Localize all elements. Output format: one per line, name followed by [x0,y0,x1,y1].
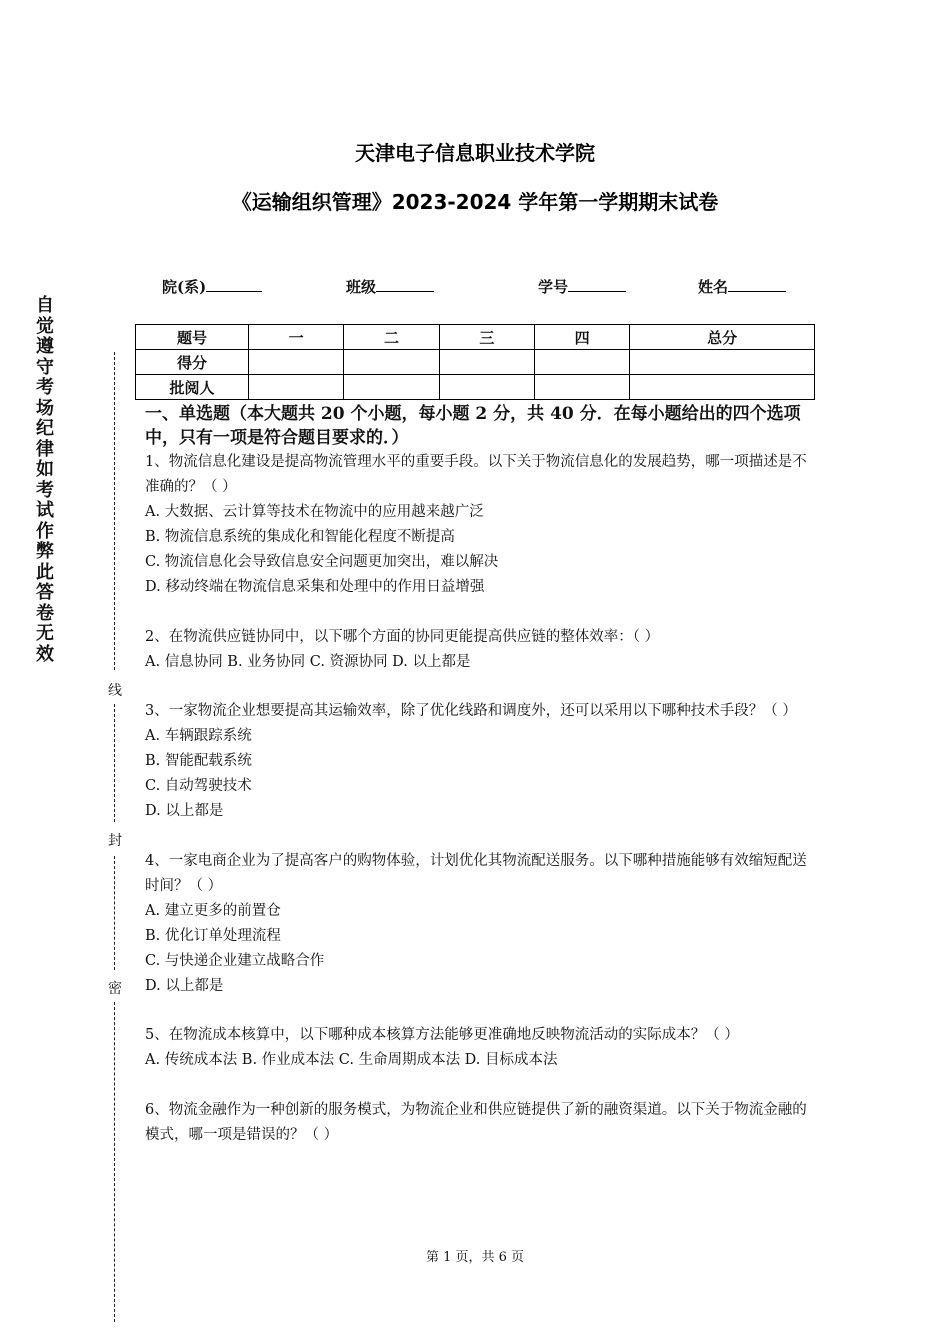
student-id-label: 学号 [538,278,569,296]
score-table-cell: 一 [249,325,344,350]
notice-char: 作 [36,520,54,542]
score-table-cell [439,375,534,400]
option: D. 以上都是 [145,803,224,819]
option: A. 建立更多的前置仓 [145,902,281,919]
notice-char: 试 [36,500,54,521]
question-5 [145,1023,813,1073]
option: C. 自动驾驶技术 [145,778,252,794]
question-6 [145,1098,813,1148]
class-field [346,276,434,297]
question-3 [145,699,813,824]
score-table-cell: 总分 [630,325,815,350]
exam-title: 《运输组织管理》2023-2024 学年第一学期期末试卷 [231,190,719,214]
question-section [145,400,813,1148]
class-blank [376,277,434,292]
school-name: 天津电子信息职业技术学院 [355,141,595,165]
department-field [162,276,262,297]
notice-char: 效 [36,643,54,665]
notice-char: 此 [36,561,54,583]
name-field [698,276,786,297]
notice-char: 弊 [36,541,54,562]
section-heading: 一、单选题（本大题共 20 个小题，每小题 2 分，共 40 分．在每小题给出的四个选项中，只有一项是符合题目要求的．） [145,404,801,448]
option: B. 优化订单处理流程 [145,927,281,944]
question-2 [145,625,813,675]
score-table-cell: 四 [534,325,629,350]
question-1 [145,450,813,600]
score-table-row [136,350,815,375]
score-table-cell [630,375,815,400]
score-table-cell: 二 [344,325,439,350]
notice-char: 遵 [36,336,54,357]
seal-line-segment [114,352,115,670]
notice-char: 自 [36,295,54,316]
option: B. 智能配载系统 [145,753,252,769]
seal-line-segment [114,704,115,822]
seal-line-segment [114,856,115,970]
department-label: 院(系) [162,278,207,296]
score-table-cell [534,375,629,400]
score-table-cell [249,375,344,400]
question-stem: 4、一家电商企业为了提高客户的购物体验，计划优化其物流配送服务。以下哪种措施能够有效缩短配送时间？（ ） [145,852,807,894]
student-id-field [538,276,626,297]
option: A. 传统成本法 B. 作业成本法 C. 生命周期成本法 D. 目标成本法 [145,1052,558,1068]
seal-line-label: 封 [108,833,122,849]
seal-line-segment [114,1002,115,1322]
name-label: 姓名 [698,278,729,296]
question-stem: 2、在物流供应链协同中，以下哪个方面的协同更能提高供应链的整体效率：（ ） [145,628,660,645]
option: A. 大数据、云计算等技术在物流中的应用越来越广泛 [145,504,484,520]
score-table-header-row [136,325,815,350]
question-stem: 1、物流信息化建设是提高物流管理水平的重要手段。以下关于物流信息化的发展趋势，哪一项描述是不准确的？（ ） [145,454,807,495]
option: D. 以上都是 [145,977,224,994]
option: C. 物流信息化会导致信息安全问题更加突出，难以解决 [145,554,499,570]
score-table-cell [534,350,629,375]
score-table-cell [344,375,439,400]
option: A. 车辆跟踪系统 [145,728,252,744]
student-id-blank [568,277,626,292]
score-table-cell [344,350,439,375]
score-table-cell [439,350,534,375]
score-table-cell [249,350,344,375]
notice-char: 律 [36,438,54,460]
notice-char: 卷 [36,602,54,624]
seal-line-label: 线 [108,683,122,699]
score-table [135,324,815,400]
score-table-cell: 题号 [136,325,249,350]
score-table-cell [630,350,815,375]
question-stem: 6、物流金融作为一种创新的服务模式，为物流企业和供应链提供了新的融资渠道。以下关于物流金融的模式，哪一项是错误的？（ ） [145,1101,807,1143]
notice-char: 如 [36,459,54,480]
notice-char: 考 [36,479,54,501]
option: C. 与快递企业建立战略合作 [145,952,325,969]
question-stem: 3、一家物流企业想要提高其运输效率，除了优化线路和调度外，还可以采用以下哪种技术手段？（ ） [145,703,797,719]
score-table-row [136,375,815,400]
department-blank [206,277,262,292]
option: D. 移动终端在物流信息采集和处理中的作用日益增强 [145,579,485,595]
notice-char: 场 [36,397,54,419]
option: A. 信息协同 B. 业务协同 C. 资源协同 D. 以上都是 [145,653,471,670]
notice-char: 觉 [36,315,54,337]
option: B. 物流信息系统的集成化和智能化程度不断提高 [145,529,455,545]
notice-char: 无 [36,623,54,644]
score-table-cell: 三 [439,325,534,350]
seal-line-label: 密 [108,981,122,997]
score-table-cell: 得分 [136,350,249,375]
notice-char: 答 [36,582,54,603]
question-4 [145,849,813,999]
notice-char: 守 [36,356,54,378]
score-table-cell: 批阅人 [136,375,249,400]
exam-discipline-notice [33,296,57,665]
name-blank [728,277,786,292]
class-label: 班级 [346,278,377,296]
notice-char: 纪 [36,418,54,439]
question-stem: 5、在物流成本核算中，以下哪种成本核算方法能够更准确地反映物流活动的实际成本？（ ） [145,1027,739,1043]
page-number: 第 1 页，共 6 页 [425,1250,525,1265]
notice-char: 考 [36,377,54,398]
